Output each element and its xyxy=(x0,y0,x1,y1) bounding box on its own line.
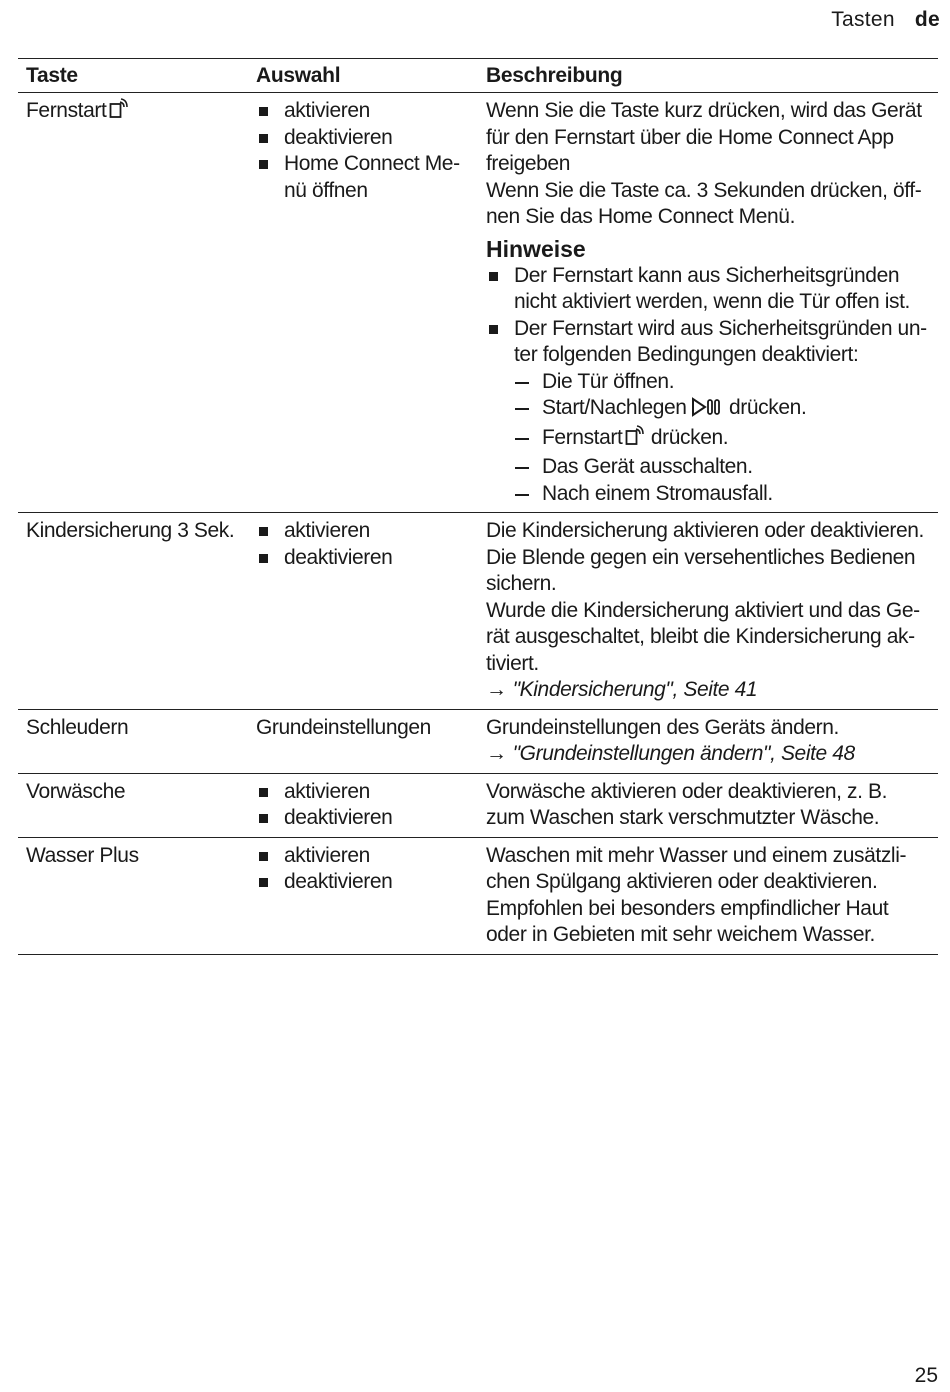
cell-beschreibung xyxy=(478,93,938,513)
list-item: Das Gerät ausschalten. xyxy=(514,454,930,481)
description-line: Waschen mit mehr Wasser und einem zusätzli- xyxy=(486,843,907,867)
page-header xyxy=(831,8,940,32)
cell-auswahl xyxy=(248,93,478,513)
description-line: Wenn Sie die Taste kurz drücken, wird das Gerät xyxy=(486,99,922,122)
start-pause-icon xyxy=(690,397,724,425)
cell-beschreibung xyxy=(478,837,938,954)
description-line: Wurde die Kindersicherung aktiviert und das Ge- xyxy=(486,598,920,622)
language-code: de xyxy=(914,8,940,31)
table-row xyxy=(18,837,938,954)
list-item: Der Fernstart kann aus Sicherheitsgründen nicht aktiviert werden, wenn die Tür offen ist. xyxy=(486,263,930,316)
column-header-taste: Taste xyxy=(18,59,248,93)
cell-taste xyxy=(18,93,248,513)
description-line: Die Kindersicherung aktivieren oder deaktivieren. xyxy=(486,519,924,542)
hinweise-heading: Hinweise xyxy=(486,235,586,262)
table-header-row xyxy=(18,59,938,93)
cell-beschreibung xyxy=(478,709,938,773)
taste-label: Wasser Plus xyxy=(26,843,139,867)
cell-taste xyxy=(18,773,248,837)
list-item: aktivieren xyxy=(256,518,470,545)
cell-auswahl xyxy=(248,837,478,954)
description-line: nen Sie das Home Connect Menü. xyxy=(486,205,796,228)
cell-beschreibung xyxy=(478,773,938,837)
list-item: Start/Nachlegen drücken. xyxy=(514,395,930,425)
list-item: deaktivieren xyxy=(256,545,470,572)
table-row xyxy=(18,513,938,710)
description-line: freigeben xyxy=(486,152,570,175)
cell-taste xyxy=(18,837,248,954)
arrow-right-icon: → xyxy=(486,678,507,701)
description-line: Wenn Sie die Taste ca. 3 Sekunden drücken, öff- xyxy=(486,178,922,202)
description-line: Die Blende gegen ein versehentliches Bedienen xyxy=(486,545,916,569)
auswahl-list xyxy=(256,518,470,571)
list-item: Fernstart drücken. xyxy=(514,425,930,455)
buttons-table xyxy=(18,58,938,955)
page-number: 25 xyxy=(914,1364,938,1387)
conditions-list xyxy=(514,369,930,508)
description-line: Vorwäsche aktivieren oder deaktivieren, z. B. xyxy=(486,779,888,803)
arrow-right-icon: → xyxy=(486,742,507,765)
auswahl-list xyxy=(256,98,470,204)
description-line: Empfohlen bei besonders empfindlicher Haut xyxy=(486,896,889,920)
cell-auswahl xyxy=(248,773,478,837)
description-line: oder in Gebieten mit sehr weichem Wasser. xyxy=(486,923,875,946)
list-item: aktivieren xyxy=(256,779,470,806)
description-line: sichern. xyxy=(486,572,557,595)
remote-start-icon xyxy=(109,98,129,128)
column-header-beschreibung: Beschreibung xyxy=(478,59,938,93)
taste-label: Schleudern xyxy=(26,715,129,739)
column-header-auswahl: Auswahl xyxy=(248,59,478,93)
remote-start-icon xyxy=(625,425,645,455)
cell-beschreibung xyxy=(478,513,938,710)
table-row xyxy=(18,709,938,773)
list-item: aktivieren xyxy=(256,98,470,125)
description-line: chen Spülgang aktivieren oder deaktivieren. xyxy=(486,870,878,893)
auswahl-list xyxy=(256,779,470,832)
list-item: Home Connect Me- nü öffnen xyxy=(256,151,470,204)
description-line: Grundeinstellungen des Geräts ändern. xyxy=(486,715,839,739)
list-item: deaktivieren xyxy=(256,869,470,896)
description-line: rät ausgeschaltet, bleibt die Kindersicherung ak- xyxy=(486,625,915,648)
taste-label: Kindersicherung 3 Sek. xyxy=(26,519,235,542)
list-item: deaktivieren xyxy=(256,125,470,152)
cell-auswahl xyxy=(248,709,478,773)
list-item: deaktivieren xyxy=(256,805,470,832)
hinweise-list xyxy=(486,263,930,508)
cell-auswahl xyxy=(248,513,478,710)
list-item: Nach einem Stromausfall. xyxy=(514,481,930,508)
list-item: Der Fernstart wird aus Sicherheitsgründen un- ter folgenden Bedingungen deaktiviert: Die Tür öffnen. Start/Nachlegen drücken. Fernstart drücken. Das Gerät ausschalten. Nach einem Stromausfall. xyxy=(486,316,930,508)
table-row xyxy=(18,93,938,513)
cross-reference-link[interactable]: → "Grundeinstellungen ändern", Seite 48 xyxy=(486,742,855,765)
table-row xyxy=(18,773,938,837)
taste-label: Vorwäsche xyxy=(26,779,126,803)
taste-label: Fernstart xyxy=(26,99,107,122)
list-item: aktivieren xyxy=(256,843,470,870)
list-item: Die Tür öffnen. xyxy=(514,369,930,396)
cell-taste xyxy=(18,513,248,710)
cell-taste xyxy=(18,709,248,773)
description-line: zum Waschen stark verschmutzter Wäsche. xyxy=(486,806,880,829)
description-line: für den Fernstart über die Home Connect App xyxy=(486,125,894,149)
auswahl-list xyxy=(256,843,470,896)
auswahl-text: Grundeinstellungen xyxy=(256,715,431,739)
description-line: tiviert. xyxy=(486,651,539,675)
cross-reference-link[interactable]: → "Kindersicherung", Seite 41 xyxy=(486,678,758,701)
section-title: Tasten xyxy=(831,8,895,31)
